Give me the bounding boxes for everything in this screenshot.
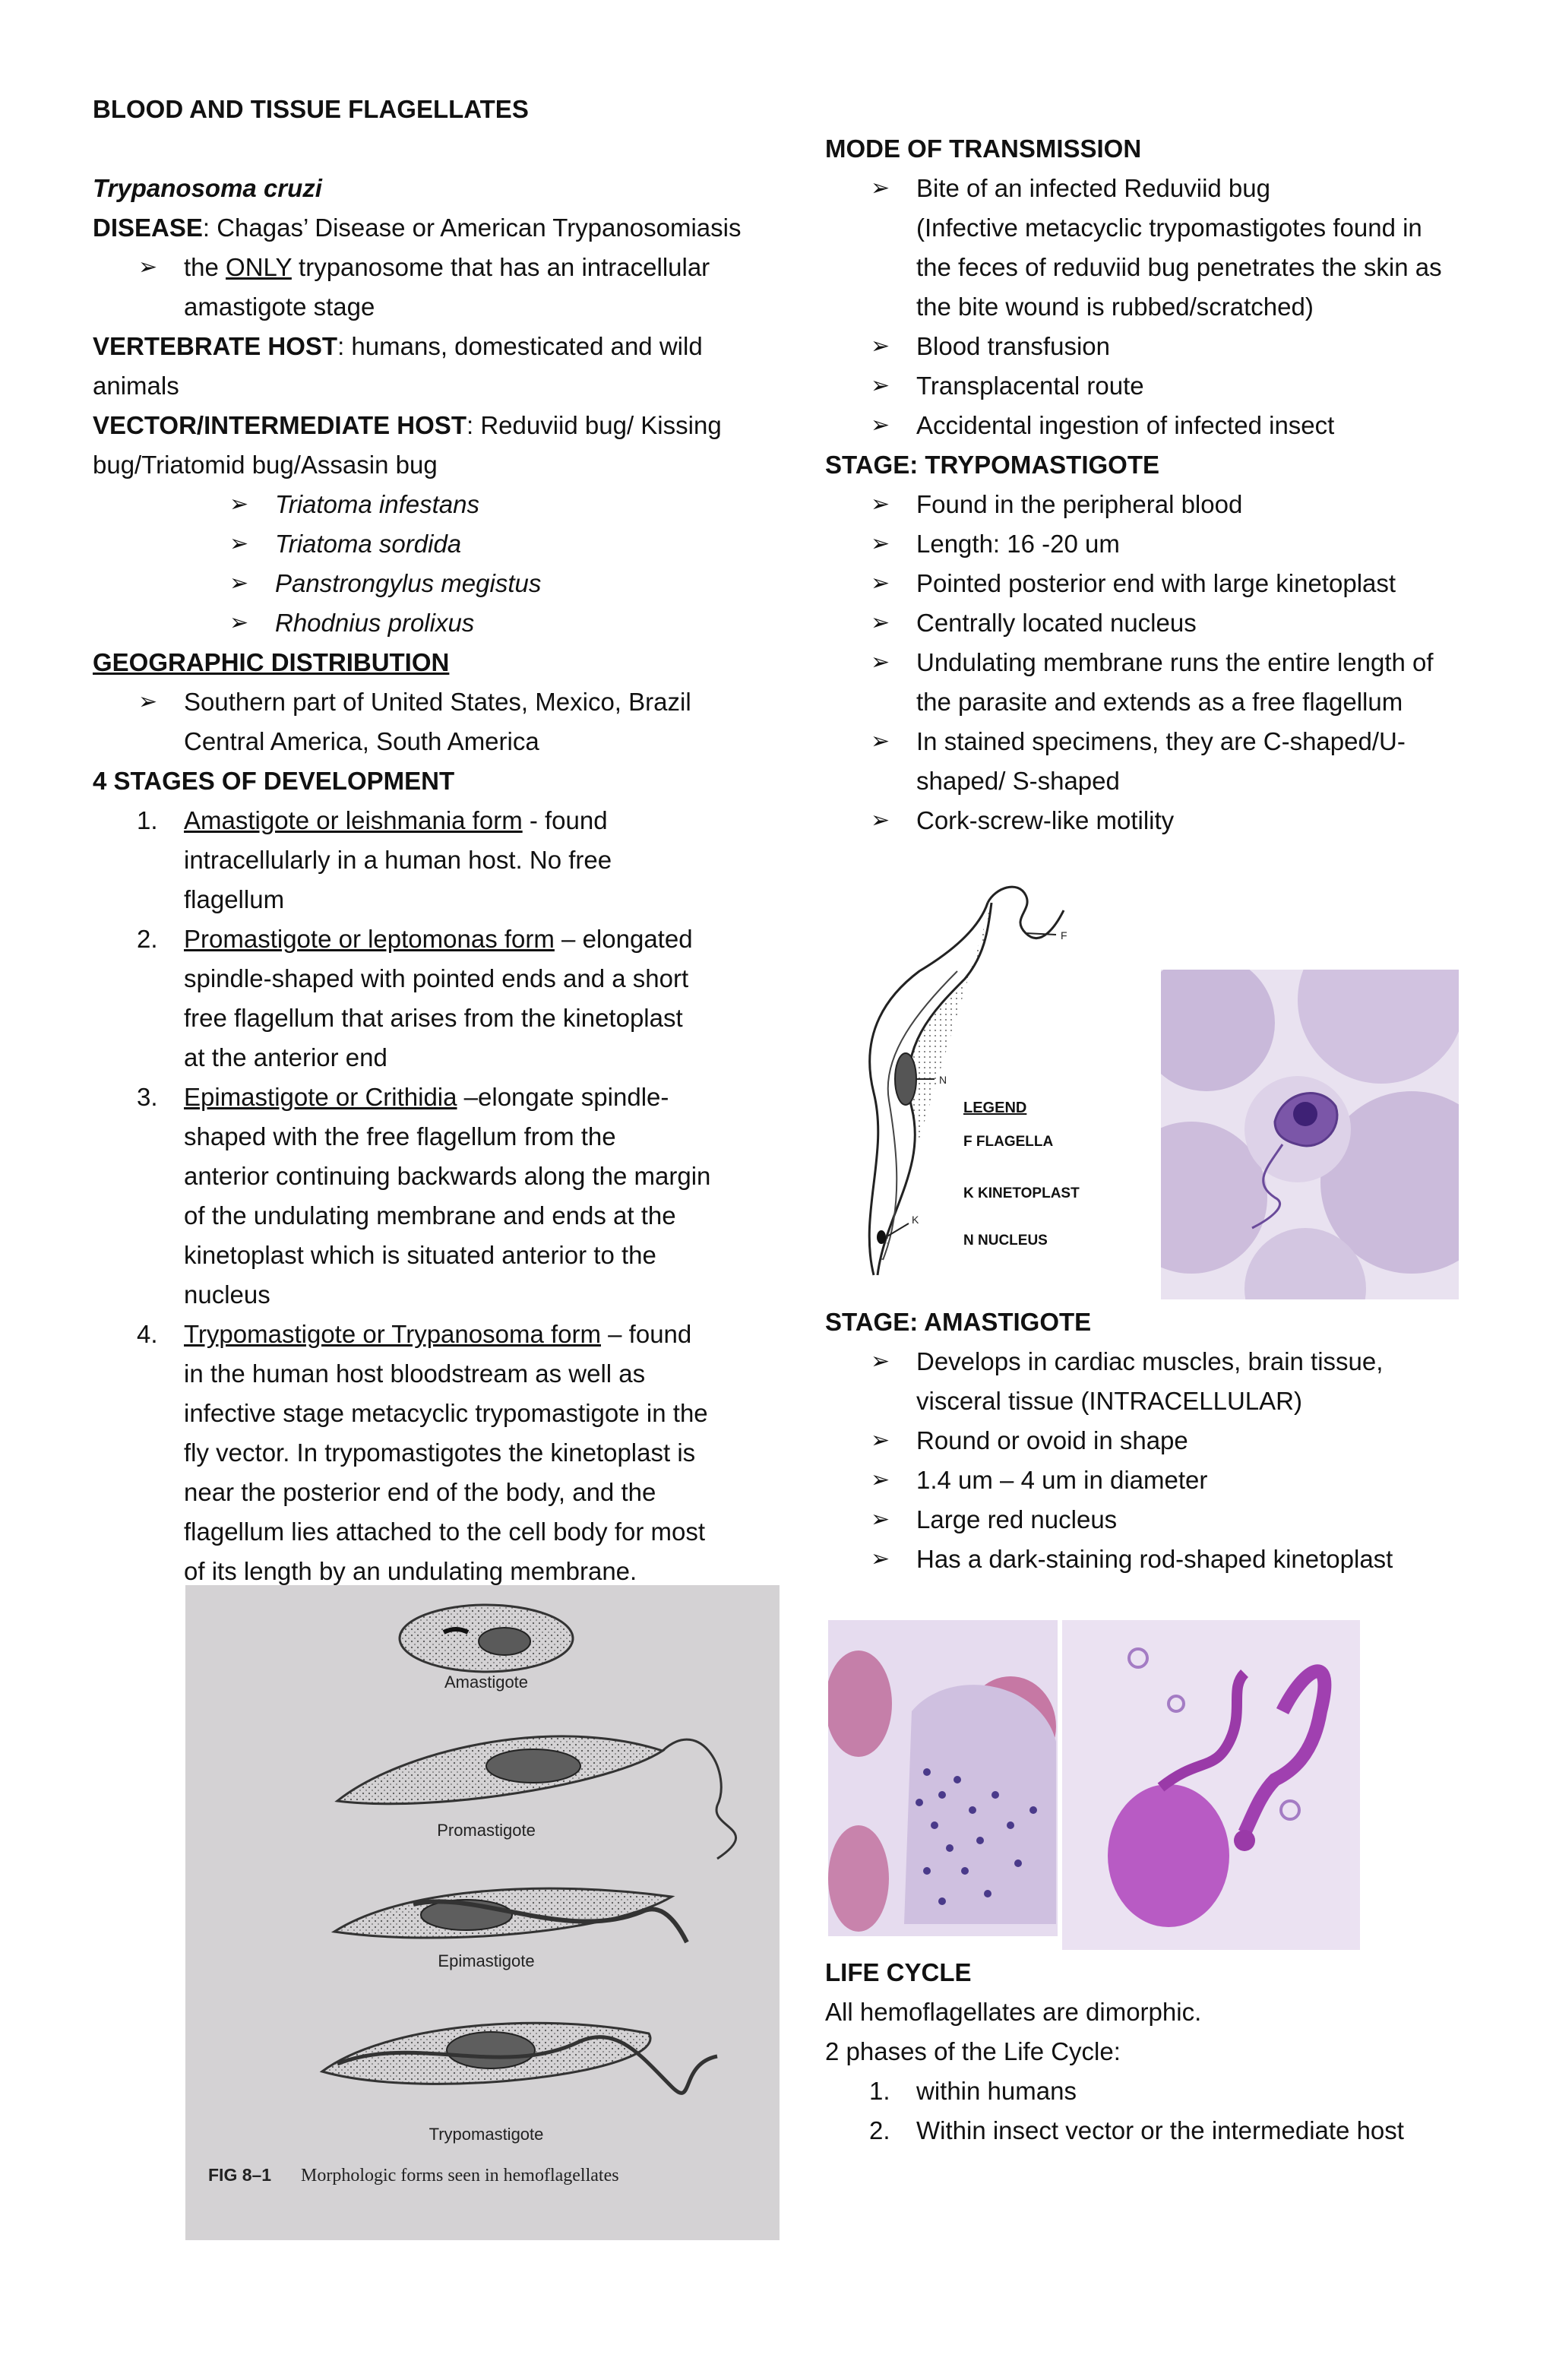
geo-bullet-cont: Central America, South America [184, 727, 539, 755]
transmission-item-cont: the bite wound is rubbed/scratched) [916, 293, 1314, 321]
stage-4-line: near the posterior end of the body, and the [184, 1478, 656, 1506]
only-bullet-cont: amastigote stage [184, 293, 375, 321]
life-cycle-heading: LIFE CYCLE [825, 1958, 972, 1986]
legend-nucleus: N NUCLEUS [963, 1233, 1048, 1249]
species-item: ➢ Triatoma infestans [275, 485, 479, 524]
transmission-item: ➢ Accidental ingestion of infected insect [916, 406, 1334, 445]
trypomastigote-item-cont: shaped/ S-shaped [916, 767, 1120, 795]
stage-3 [137, 1078, 669, 1117]
stage-2-text: – elongated [554, 925, 693, 953]
trypomastigote-item: ➢ Pointed posterior end with large kinetoplast [916, 564, 1396, 603]
page-title: BLOOD AND TISSUE FLAGELLATES [93, 95, 529, 123]
amastigote-micrograph-2 [1062, 1620, 1360, 1950]
mark-f: F [1061, 929, 1067, 942]
amastigote-item: ➢ Has a dark-staining rod-shaped kinetoplast [916, 1540, 1393, 1579]
stage-2 [137, 919, 693, 959]
stage-3-line: nucleus [184, 1280, 270, 1309]
legend-title: LEGEND [963, 1100, 1027, 1116]
trypomastigote-item: ➢ Undulating membrane runs the entire length of [916, 643, 1434, 682]
host-line-cont: animals [93, 372, 179, 400]
fig-label-epimastigote: Epimastigote [438, 1951, 535, 1970]
transmission-heading: MODE OF TRANSMISSION [825, 135, 1142, 163]
stage-4 [137, 1315, 692, 1354]
life-cycle-text: All hemoflagellates are dimorphic. [825, 1998, 1202, 2026]
stage-3-line: anterior continuing backwards along the margin [184, 1162, 711, 1190]
stage-1-line: flagellum [184, 885, 285, 913]
disease-line [93, 208, 741, 248]
fig-label-trypomastigote: Trypomastigote [429, 2125, 544, 2144]
stage-number: 3. [137, 1083, 158, 1111]
phase-number: 1. [869, 2077, 890, 2105]
epimastigote-drawing [334, 1888, 687, 1942]
trypomastigote-item: ➢ Found in the peripheral blood [916, 485, 1242, 524]
stages-heading: 4 STAGES OF DEVELOPMENT [93, 767, 455, 795]
stage-2-line: spindle-shaped with pointed ends and a short [184, 964, 689, 992]
amastigote-micrograph-1-drawing [828, 1620, 1058, 1936]
transmission-item-cont: the feces of reduviid bug penetrates the skin as [916, 253, 1442, 281]
morphologic-forms-drawing [185, 1585, 780, 2240]
species-item: ➢ Rhodnius prolixus [275, 603, 474, 643]
stage-4-line: flagellum lies attached to the cell body for most [184, 1518, 706, 1546]
transmission-item: ➢ Bite of an infected Reduviid bug [916, 169, 1270, 208]
amastigote-heading: STAGE: AMASTIGOTE [825, 1308, 1092, 1336]
vector-line-cont: bug/Triatomid bug/Assasin bug [93, 451, 438, 479]
transmission-item: ➢ Transplacental route [916, 366, 1144, 406]
species-item: ➢ Triatoma sordida [275, 524, 461, 564]
organism-name: Trypanosoma cruzi [93, 174, 322, 202]
phase-item [869, 2111, 1404, 2151]
trypomastigote-item: ➢ Length: 16 -20 um [916, 524, 1120, 564]
mark-k: K [912, 1214, 919, 1226]
mark-n: N [939, 1074, 947, 1086]
fig-label-promastigote: Promastigote [437, 1821, 536, 1840]
stage-2-line: free flagellum that arises from the kinetoplast [184, 1004, 683, 1032]
stage-4-line: infective stage metacyclic trypomastigote in the [184, 1399, 708, 1427]
disease-text: : Chagas’ Disease or American Trypanosomiasis [202, 214, 742, 242]
only-word: ONLY [226, 253, 292, 281]
amastigote-item: ➢ Round or ovoid in shape [916, 1421, 1188, 1461]
species-item: ➢ Panstrongylus megistus [275, 564, 541, 603]
amastigote-item: ➢ Large red nucleus [916, 1500, 1117, 1540]
host-line [93, 327, 703, 366]
stage-number: 1. [137, 806, 158, 834]
geo-bullet: ➢ Southern part of United States, Mexico, Brazil [184, 682, 691, 722]
amastigote-item: ➢ Develops in cardiac muscles, brain tissue, [916, 1342, 1383, 1381]
trypomastigote-item: ➢ Cork-screw-like motility [916, 801, 1174, 840]
stage-1 [137, 801, 608, 840]
host-text: : humans, domesticated and wild [337, 332, 703, 360]
only-pre: the [184, 253, 226, 281]
promastigote-drawing [337, 1736, 736, 1859]
amastigote-micrograph-1 [828, 1620, 1058, 1936]
trypomastigote-item: ➢ Centrally located nucleus [916, 603, 1197, 643]
trypomastigote-item-cont: the parasite and extends as a free flagellum [916, 688, 1403, 716]
transmission-item: ➢ Blood transfusion [916, 327, 1110, 366]
fig-label-amastigote: Amastigote [444, 1673, 529, 1692]
vector-text: : Reduviid bug/ Kissing [466, 411, 722, 439]
phase-number: 2. [869, 2116, 890, 2144]
only-post: trypanosome that has an intracellular [291, 253, 710, 281]
host-label: VERTEBRATE HOST [93, 332, 338, 360]
geo-heading: GEOGRAPHIC DISTRIBUTION [93, 648, 450, 676]
transmission-item-cont: (Infective metacyclic trypomastigotes found in [916, 214, 1422, 242]
life-cycle-text: 2 phases of the Life Cycle: [825, 2037, 1121, 2065]
disease-label: DISEASE [93, 214, 203, 242]
trypomastigote-drawing [322, 2023, 717, 2093]
vector-label: VECTOR/INTERMEDIATE HOST [93, 411, 466, 439]
stage-4-name: Trypomastigote or Trypanosoma form [184, 1320, 601, 1348]
stage-3-text: –elongate spindle- [457, 1083, 669, 1111]
phase-text: Within insect vector or the intermediate host [916, 2116, 1404, 2144]
stage-number: 2. [137, 925, 158, 953]
stage-1-line: intracellularly in a human host. No free [184, 846, 612, 874]
trypomastigote-heading: STAGE: TRYPOMASTIGOTE [825, 451, 1160, 479]
stage-4-line: fly vector. In trypomastigotes the kinetoplast is [184, 1438, 696, 1467]
stage-4-text: – found [600, 1320, 692, 1348]
trypomastigote-diagram [843, 880, 1086, 1290]
trypomastigote-micrograph-drawing [1161, 970, 1459, 1299]
fig-number: FIG 8–1 [208, 2165, 272, 2185]
stage-2-line: at the anterior end [184, 1043, 387, 1071]
stage-4-line: of its length by an undulating membrane. [184, 1557, 637, 1585]
stage-number: 4. [137, 1320, 158, 1348]
trypomastigote-micrograph [1161, 970, 1459, 1299]
fig-caption: Morphologic forms seen in hemoflagellates [301, 2166, 619, 2185]
amastigote-item: ➢ 1.4 um – 4 um in diameter [916, 1461, 1207, 1500]
stage-1-text: - found [522, 806, 608, 834]
phase-item [869, 2071, 1077, 2111]
stage-3-line: shaped with the free flagellum from the [184, 1122, 616, 1150]
amastigote-micrograph-2-drawing [1062, 1620, 1360, 1950]
stage-1-name: Amastigote or leishmania form [184, 806, 523, 834]
morphologic-forms-figure [185, 1585, 780, 2240]
stage-3-name: Epimastigote or Crithidia [184, 1083, 457, 1111]
stage-3-line: of the undulating membrane and ends at the [184, 1201, 676, 1230]
legend-flagella: F FLAGELLA [963, 1134, 1054, 1150]
trypomastigote-item: ➢ In stained specimens, they are C-shaped/U- [916, 722, 1406, 761]
only-bullet [184, 248, 710, 287]
phase-text: within humans [916, 2077, 1077, 2105]
amastigote-item-cont: visceral tissue (INTRACELLULAR) [916, 1387, 1302, 1415]
trypomastigote-diagram-drawing [843, 880, 1086, 1290]
legend-kinetoplast: K KINETOPLAST [963, 1185, 1080, 1201]
stage-2-name: Promastigote or leptomonas form [184, 925, 555, 953]
amastigote-drawing [400, 1605, 573, 1672]
stage-3-line: kinetoplast which is situated anterior to the [184, 1241, 656, 1269]
vector-line [93, 406, 722, 445]
stage-4-line: in the human host bloodstream as well as [184, 1359, 646, 1388]
